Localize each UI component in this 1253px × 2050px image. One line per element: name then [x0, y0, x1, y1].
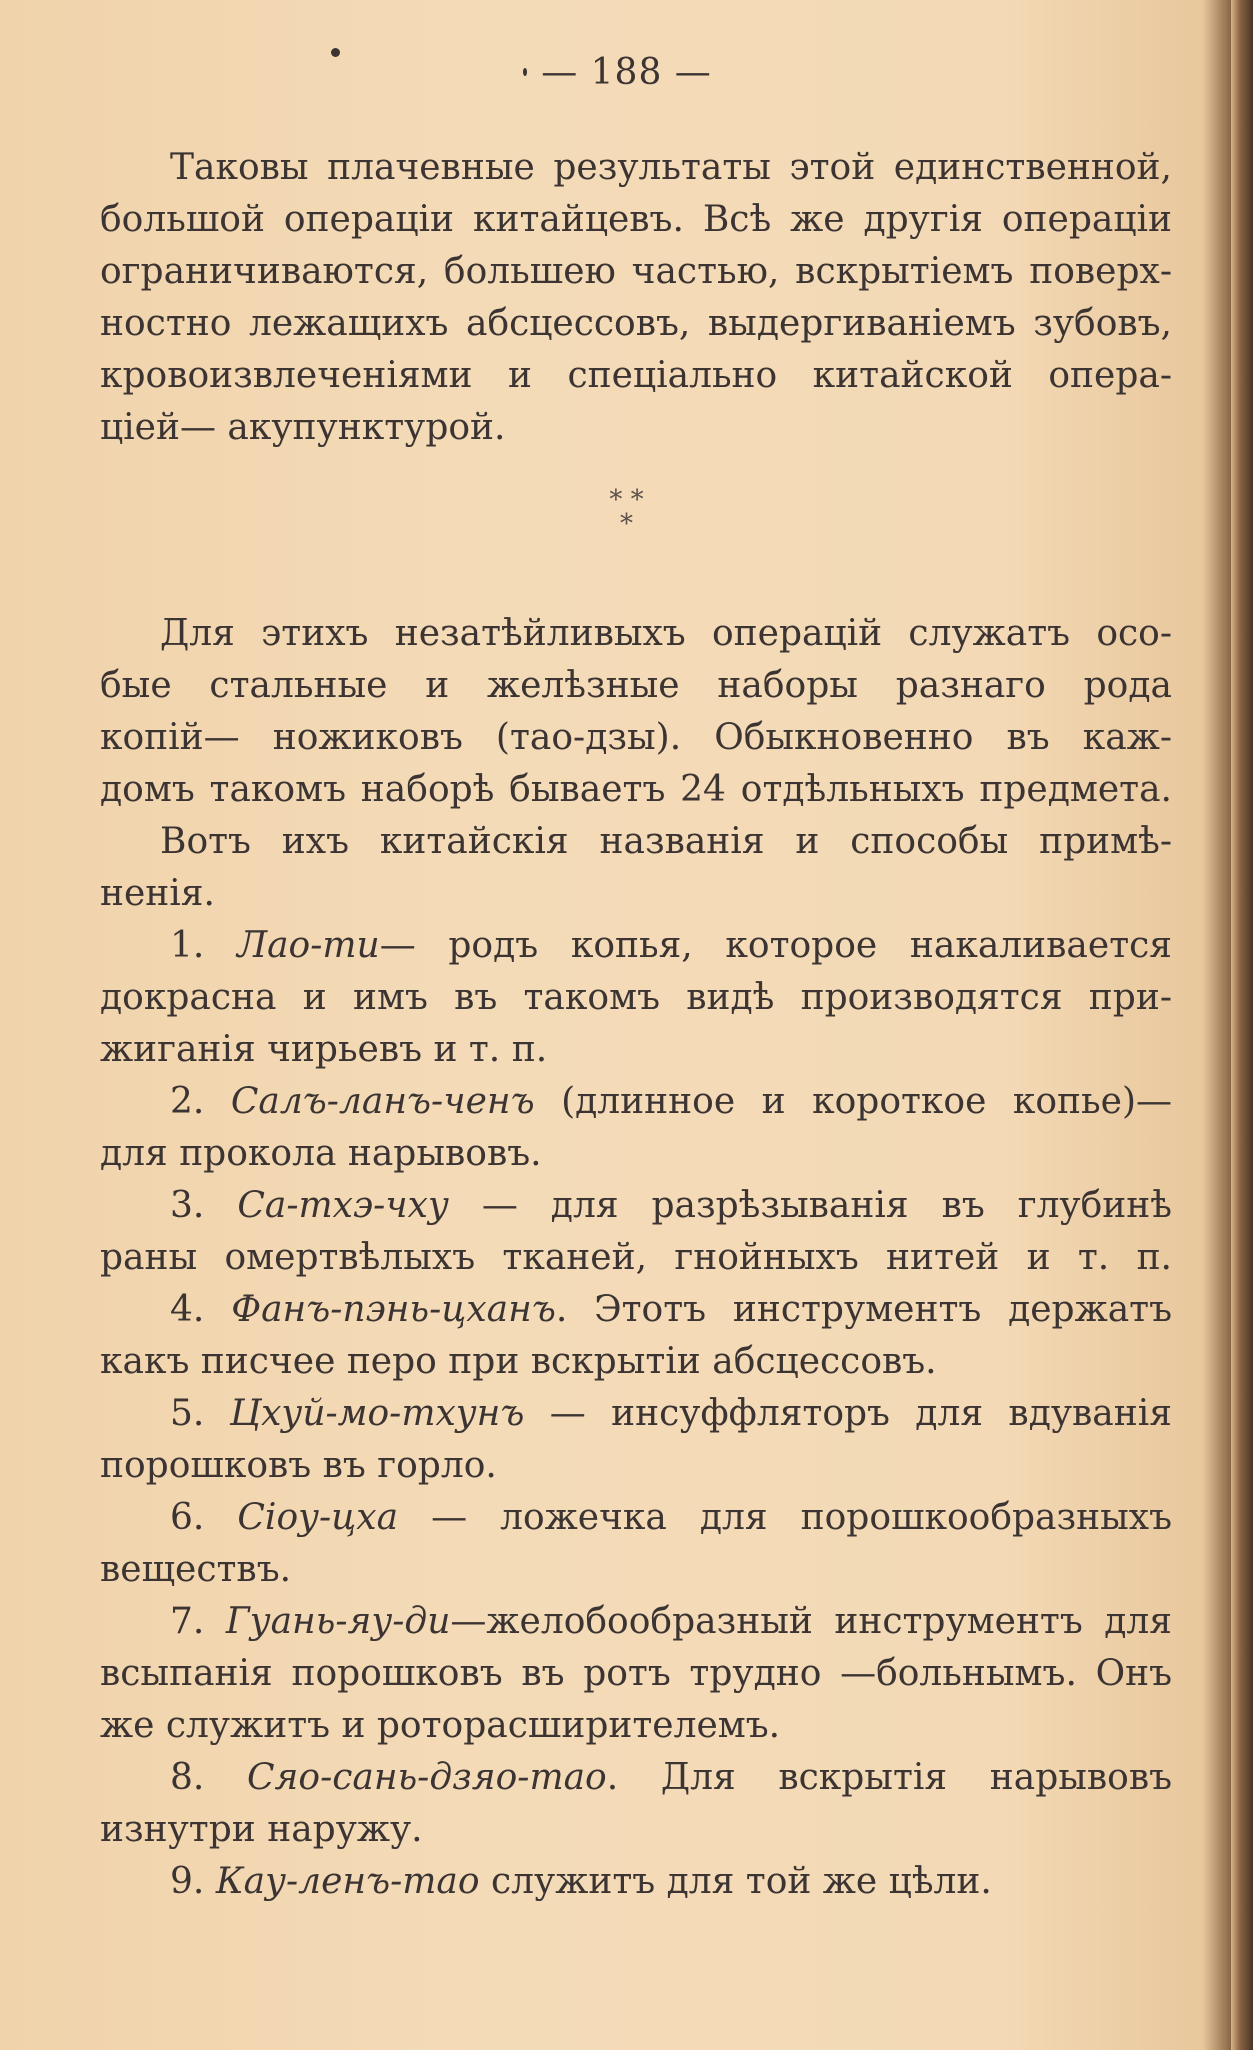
instrument-name: Са-тхэ-чху: [237, 1185, 449, 1226]
text-line: большой операціи китайцевъ. Всѣ же другія операціи: [100, 199, 1172, 240]
item-text: —желобообразный инструментъ для: [450, 1601, 1172, 1642]
list-item-first-line: [100, 920, 1172, 972]
text-line: Вотъ ихъ китайскія названія и способы примѣ-: [160, 821, 1172, 862]
item-text: — родъ копья, которое накаливается: [379, 925, 1172, 966]
list-item-line: же служитъ и роторасширителемъ.: [100, 1705, 781, 1746]
text-line: ненія.: [100, 873, 215, 914]
page-number: — 188 —: [541, 52, 712, 93]
item-number: 7.: [170, 1601, 205, 1642]
list-item-line: докрасна и имъ въ такомъ видѣ производятся при-: [100, 977, 1172, 1018]
item-text: (длинное и короткое копье)—: [534, 1081, 1172, 1122]
item-number: 6.: [170, 1497, 205, 1538]
text-line: ограничиваются, большею частью, вскрытіемъ поверх-: [100, 251, 1172, 292]
list-item-line: жиганія чирьевъ и т. п.: [100, 1029, 548, 1070]
list-item-first-line: [100, 1180, 1172, 1232]
instrument-name: Сяо-сань-дзяо-тао: [247, 1757, 607, 1798]
paragraph-1: [100, 142, 1172, 454]
list-item-line: для прокола нарывовъ.: [100, 1133, 542, 1174]
text-line: домъ такомъ наборѣ бываетъ 24 отдѣльныхъ предмета.: [100, 769, 1172, 810]
list-item-line: какъ писчее перо при вскрытіи абсцессовъ.: [100, 1341, 937, 1382]
paragraph-2: [100, 608, 1172, 920]
item-text: — для разрѣзыванія въ глубинѣ: [448, 1185, 1172, 1226]
item-number: 2.: [170, 1081, 205, 1122]
text-line: кровоизвлеченіями и спеціально китайской опера-: [100, 355, 1172, 396]
instrument-name: Кау-ленъ-тао: [215, 1861, 480, 1902]
item-text: — ложечка для порошкообразныхъ: [398, 1497, 1172, 1538]
item-text: . Этотъ инструментъ держатъ: [555, 1289, 1172, 1330]
list-item-first-line: [100, 1388, 1172, 1440]
item-number: 4.: [170, 1289, 205, 1330]
separator-bottom: *: [620, 509, 633, 539]
item-number: 3.: [170, 1185, 205, 1226]
list-item-line: порошковъ въ горло.: [100, 1445, 497, 1486]
item-number: 5.: [170, 1393, 205, 1434]
list-item-first-line: [100, 1284, 1172, 1336]
list-item-first-line: [100, 1076, 1172, 1128]
text-line: ціей— акупунктурой.: [100, 407, 506, 448]
section-separator: [0, 485, 1253, 539]
list-item-line: веществъ.: [100, 1549, 292, 1590]
list-item-first-line: [100, 1492, 1172, 1544]
text-line: Таковы плачевные результаты этой единственной,: [170, 147, 1172, 188]
list-item-line: раны омертвѣлыхъ тканей, гнойныхъ нитей и т. п.: [100, 1237, 1172, 1278]
item-text: служитъ для той же цѣли.: [479, 1861, 992, 1902]
item-text: — инсуффляторъ для вдуванія: [524, 1393, 1172, 1434]
list-item-first-line: [100, 1752, 1172, 1804]
instrument-list: [100, 920, 1172, 1908]
instrument-name: Фанъ-пэнь-цханъ: [231, 1289, 556, 1330]
text-line: Для этихъ незатѣйливыхъ операцій служатъ осо-: [160, 613, 1172, 654]
item-number: 9.: [170, 1861, 205, 1902]
text-line: копій— ножиковъ (тао-дзы). Обыкновенно въ каж-: [100, 717, 1172, 758]
item-text: . Для вскрытія нарывовъ: [606, 1757, 1172, 1798]
instrument-name: Цхуй-мо-тхунъ: [229, 1393, 525, 1434]
separator-top: * *: [609, 485, 644, 515]
instrument-name: Салъ-ланъ-ченъ: [230, 1081, 535, 1122]
text-line: ностно лежащихъ абсцессовъ, выдергиваніемъ зубовъ,: [100, 303, 1172, 344]
text-line: бые стальные и желѣзные наборы разнаго рода: [100, 665, 1172, 706]
list-item-line: всыпанія порошковъ въ ротъ трудно —больнымъ. Онъ: [100, 1653, 1172, 1694]
instrument-name: Сіоу-цха: [237, 1497, 399, 1538]
list-item-first-line: [100, 1596, 1172, 1648]
item-number: 8.: [170, 1757, 205, 1798]
book-spine-edge: [1231, 0, 1253, 2050]
instrument-name: Гуань-яу-ди: [225, 1601, 451, 1642]
item-number: 1.: [170, 925, 205, 966]
instrument-name: Лао-ти: [237, 925, 380, 966]
list-item-line: изнутри наружу.: [100, 1809, 423, 1850]
list-item-first-line: [100, 1856, 1172, 1908]
